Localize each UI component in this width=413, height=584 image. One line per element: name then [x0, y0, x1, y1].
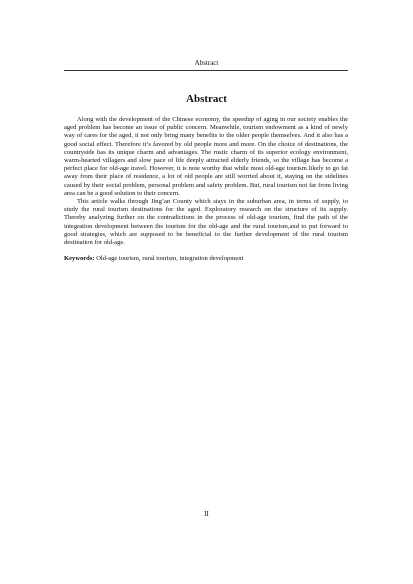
- keywords-label: Keywords:: [64, 255, 95, 263]
- abstract-paragraph-2: This article walks through Jing’an County which stays in the suburban area, in terms of supply, to study the rural tourism destinations for the aged. Exploratory research on the structure of its supply. Thereby analyzing further on the contradictions in the process of old-age tourism, find the path of the integration development between the tourism for the old-age and the rural tourism,and to put forward to good strategies, which are supposed to be beneficial to the further development of the rural tourism destination for old-age.: [64, 198, 348, 247]
- running-head: Abstract: [194, 59, 219, 67]
- abstract-paragraph-1: Along with the development of the Chinese economy, the speedup of aging in our society enables the aged problem has become an issue of public concern. Meanwhile, tourism endowment as a kind of newly way of cares for the aged, it not only bring many benefits to the older people themselves. And it also has a good social effect. Therefore it’s favored by old people more and more. On the choice of destinations, the countryside has its unique charm and advantages. The rustic charm of its superior ecology environment, warm-hearted villagers and slow pace of life deeply attracted elderly friends, so the village has become a perfect place for old-age travel. However, it is note worthy that while most old-age tourism likely to go fat away from their place of residence, a lot of old people are still worried about it, staying on the sidelines caused by their social problem, personal problem and safety problem. But, rural tourism not far from living area can be a good solution to their concern.: [64, 116, 348, 197]
- keywords-text: Old-age tourism, rural tourism, integration development: [94, 255, 244, 263]
- abstract-body: [64, 116, 348, 263]
- header-rule: [64, 70, 348, 71]
- keywords-line: [64, 255, 348, 263]
- page-title: Abstract: [186, 93, 227, 105]
- page-number: II: [204, 510, 209, 518]
